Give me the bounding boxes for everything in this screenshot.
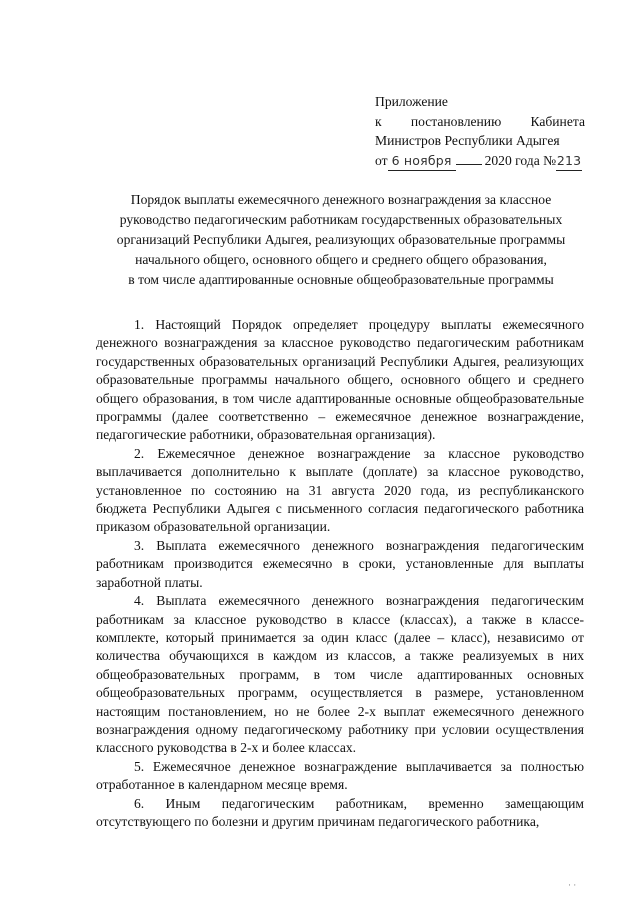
title-line: начального общего, основного общего и среднего общего образования, [135, 252, 547, 267]
appendix-word-cabinet: Кабинета [530, 113, 585, 129]
appendix-word-decree: постановлению [410, 113, 502, 129]
paragraph-3: 3. Выплата ежемесячного денежного вознаграждения педагогическим работникам производится ежемесячно в сроки, установленные для выплаты заработной платы. [96, 537, 584, 590]
document-body [96, 316, 584, 831]
appendix-date-line [375, 151, 585, 172]
appendix-decree-line [375, 112, 585, 132]
handwritten-number: 213 [556, 151, 582, 172]
paragraph-2: 2. Ежемесячное денежное вознаграждение за классное руководство выплачивается дополнительно к выплате (доплате) за классное руководство, установленное по состоянию на 31 августа 2020 года, из республиканского бюджета Республики Адыгея с письменного согласия педагогического работника приказом образовательной организации. [96, 445, 584, 535]
title-line: руководство педагогическим работникам государственных образовательных [119, 212, 563, 227]
paragraph-4: 4. Выплата ежемесячного денежного вознаграждения педагогическим работникам за классное руководство в классе (классах), а также в классе-комплекте, который принимается за один класс (далее – класс), независимо от количества обучающихся в каждом из классов, а также реализуемых в них общеобразовательных программ, в том числе адаптированных основных общеобразовательных программ, осуществляется в размере, установленном настоящим постановлением, но не более 2-х выплат ежемесячного денежного вознаграждения одному педагогическому работнику при условии осуществления классного руководства в 2-х и более классах. [96, 593, 584, 756]
appendix-word-k: к [375, 113, 382, 129]
title-line: в том числе адаптированные основные общеобразовательные программы [128, 272, 554, 287]
title-line: Порядок выплаты ежемесячного денежного вознаграждения за классное [130, 192, 552, 207]
document-title [96, 190, 586, 290]
appendix-ministers-line: Министров Республики Адыгея [375, 133, 560, 148]
appendix-header [375, 92, 585, 171]
paragraph-5: 5. Ежемесячное денежное вознаграждение выплачивается за полностью отработанное в календарном месяце время. [96, 758, 584, 793]
date-blank-underline [456, 164, 482, 165]
appendix-label: Приложение [375, 94, 448, 109]
paragraph-6: 6. Иным педагогическим работникам, временно замещающим отсутствующего по болезни и другим причинам педагогического работника, [96, 795, 584, 829]
title-line: организаций Республики Адыгея, реализующих образовательные программы [116, 232, 566, 247]
handwritten-date: 6 ноября [388, 151, 456, 172]
date-year-label: 2020 года № [484, 152, 557, 168]
date-prefix: от [375, 152, 388, 168]
scan-mark: · · [568, 880, 577, 890]
paragraph-1: 1. Настоящий Порядок определяет процедуру выплаты ежемесячного денежного вознаграждения за классное руководство педагогическим работникам государственных образовательных организаций Республики Адыгея, реализующих образовательные программы начального общего, основного общего и среднего общего образования, в том числе адаптированные основные общеобразовательные программы (далее соответственно – ежемесячное денежное вознаграждение, педагогические работники, образовательная организация). [96, 317, 584, 443]
